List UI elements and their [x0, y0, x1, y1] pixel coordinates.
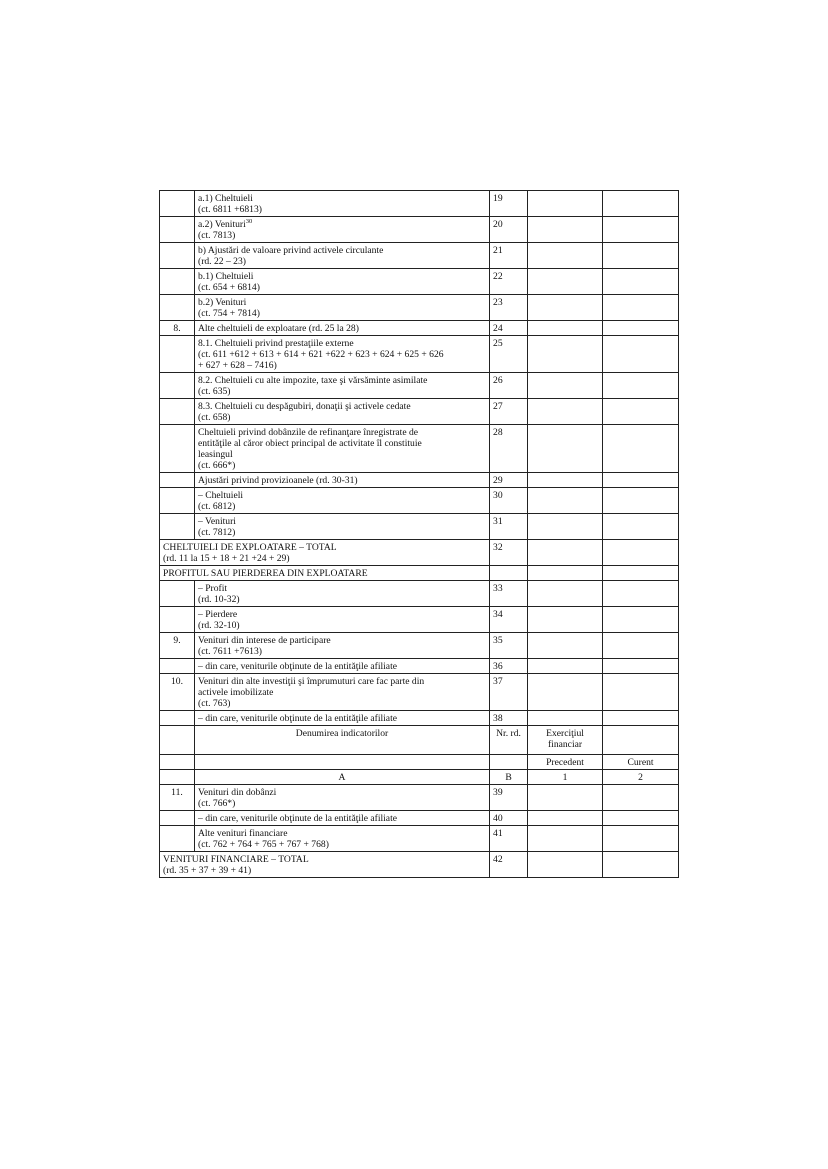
value-curent	[603, 336, 679, 373]
value-precedent	[528, 217, 603, 243]
value-curent	[603, 321, 679, 336]
row-code: 39	[490, 785, 528, 811]
value-precedent	[528, 373, 603, 399]
financial-table	[159, 190, 679, 878]
row-code: 28	[490, 425, 528, 473]
value-curent	[603, 659, 679, 674]
table-row	[160, 191, 679, 217]
table-row	[160, 852, 679, 878]
table-row	[160, 826, 679, 852]
row-number	[160, 659, 195, 674]
row-number	[160, 711, 195, 726]
table-row	[160, 243, 679, 269]
value-precedent	[528, 607, 603, 633]
table-row	[160, 540, 679, 566]
table-row	[160, 488, 679, 514]
table-row	[160, 473, 679, 488]
header-curent: Curent	[603, 755, 679, 770]
row-number	[160, 336, 195, 373]
row-code: 23	[490, 295, 528, 321]
table-row	[160, 566, 679, 581]
header-nr-label: Nr. rd.	[490, 726, 528, 755]
value-curent	[603, 566, 679, 581]
table-row	[160, 295, 679, 321]
table-row	[160, 633, 679, 659]
table-row	[160, 373, 679, 399]
row-number	[160, 607, 195, 633]
row-label: – din care, veniturile obţinute de la entităţile afiliate	[195, 659, 490, 674]
row-label: 8.3. Cheltuieli cu despăgubiri, donaţii şi activele cedate (ct. 658)	[195, 399, 490, 425]
row-number	[160, 826, 195, 852]
row-number	[160, 243, 195, 269]
value-precedent	[528, 659, 603, 674]
value-precedent	[528, 295, 603, 321]
value-precedent	[528, 785, 603, 811]
value-precedent	[528, 852, 603, 878]
value-curent	[603, 852, 679, 878]
row-code: 38	[490, 711, 528, 726]
table-row	[160, 659, 679, 674]
row-label: b.1) Cheltuieli (ct. 654 + 6814)	[195, 269, 490, 295]
value-precedent	[528, 566, 603, 581]
row-label: – din care, veniturile obţinute de la entităţile afiliate	[195, 811, 490, 826]
row-code: 37	[490, 674, 528, 711]
row-label: a.1) Cheltuieli (ct. 6811 +6813)	[195, 191, 490, 217]
value-precedent	[528, 811, 603, 826]
row-number	[160, 811, 195, 826]
row-code: 27	[490, 399, 528, 425]
value-precedent	[528, 514, 603, 540]
table-row	[160, 785, 679, 811]
row-number	[160, 295, 195, 321]
row-code	[490, 566, 528, 581]
row-code: 35	[490, 633, 528, 659]
table-body-top	[160, 191, 679, 726]
row-code: 36	[490, 659, 528, 674]
row-label: Venituri din alte investiţii şi împrumuturi care fac parte din activele imobilizate (ct. 763)	[195, 674, 490, 711]
row-code: 32	[490, 540, 528, 566]
value-precedent	[528, 425, 603, 473]
row-label: 8.1. Cheltuieli privind prestaţiile externe (ct. 611 +612 + 613 + 614 + 621 +622 + 623 + 624 + 625 + 626 + 627 + 628 – 7416)	[195, 336, 490, 373]
table-row	[160, 321, 679, 336]
value-curent	[603, 399, 679, 425]
value-curent	[603, 711, 679, 726]
row-number	[160, 399, 195, 425]
value-precedent	[528, 826, 603, 852]
value-precedent	[528, 269, 603, 295]
row-code: 34	[490, 607, 528, 633]
header-exercitiul: Exerciţiul financiar	[528, 726, 603, 755]
value-curent	[603, 540, 679, 566]
table-row	[160, 607, 679, 633]
value-precedent	[528, 336, 603, 373]
header-col-b: B	[490, 770, 528, 785]
header-col-1: 1	[528, 770, 603, 785]
row-number	[160, 269, 195, 295]
table-row	[160, 269, 679, 295]
value-curent	[603, 488, 679, 514]
table-row	[160, 811, 679, 826]
value-precedent	[528, 540, 603, 566]
row-number	[160, 191, 195, 217]
value-curent	[603, 243, 679, 269]
row-label: 8.2. Cheltuieli cu alte impozite, taxe şi vărsăminte asimilate (ct. 635)	[195, 373, 490, 399]
row-number	[160, 488, 195, 514]
table-row	[160, 217, 679, 243]
row-label: Alte venituri financiare (ct. 762 + 764 + 765 + 767 + 768)	[195, 826, 490, 852]
row-label: – Profit (rd. 10-32)	[195, 581, 490, 607]
value-precedent	[528, 321, 603, 336]
row-number: 11.	[160, 785, 195, 811]
value-precedent	[528, 674, 603, 711]
row-label: Ajustări privind provizioanele (rd. 30-31)	[195, 473, 490, 488]
table-row	[160, 581, 679, 607]
row-code: 31	[490, 514, 528, 540]
row-code: 42	[490, 852, 528, 878]
row-number	[160, 473, 195, 488]
value-curent	[603, 633, 679, 659]
table-row	[160, 514, 679, 540]
value-curent	[603, 514, 679, 540]
row-code: 29	[490, 473, 528, 488]
row-label: PROFITUL SAU PIERDEREA DIN EXPLOATARE	[160, 566, 490, 581]
value-precedent	[528, 581, 603, 607]
row-number	[160, 425, 195, 473]
row-number: 10.	[160, 674, 195, 711]
value-precedent	[528, 711, 603, 726]
footnote-ref: 30	[245, 217, 253, 225]
header-col-2: 2	[603, 770, 679, 785]
row-label: b) Ajustări de valoare privind activele circulante (rd. 22 – 23)	[195, 243, 490, 269]
row-label: – Pierdere (rd. 32-10)	[195, 607, 490, 633]
row-code: 33	[490, 581, 528, 607]
row-label: CHELTUIELI DE EXPLOATARE – TOTAL (rd. 11 la 15 + 18 + 21 +24 + 29)	[160, 540, 490, 566]
value-curent	[603, 373, 679, 399]
value-curent	[603, 785, 679, 811]
row-number	[160, 217, 195, 243]
value-curent	[603, 826, 679, 852]
value-curent	[603, 191, 679, 217]
row-code: 30	[490, 488, 528, 514]
header-precedent: Precedent	[528, 755, 603, 770]
row-code: 22	[490, 269, 528, 295]
value-curent	[603, 811, 679, 826]
row-label: VENITURI FINANCIARE – TOTAL (rd. 35 + 37 + 39 + 41)	[160, 852, 490, 878]
row-label: Alte cheltuieli de exploatare (rd. 25 la 28)	[195, 321, 490, 336]
row-code: 41	[490, 826, 528, 852]
table-body-bottom	[160, 785, 679, 878]
value-precedent	[528, 399, 603, 425]
value-precedent	[528, 473, 603, 488]
row-code: 25	[490, 336, 528, 373]
value-curent	[603, 607, 679, 633]
value-curent	[603, 473, 679, 488]
row-code: 24	[490, 321, 528, 336]
row-number: 8.	[160, 321, 195, 336]
row-code: 40	[490, 811, 528, 826]
value-precedent	[528, 488, 603, 514]
row-label: b.2) Venituri (ct. 754 + 7814)	[195, 295, 490, 321]
value-curent	[603, 269, 679, 295]
row-number	[160, 514, 195, 540]
header-col-a: A	[195, 770, 490, 785]
table-row	[160, 336, 679, 373]
row-number	[160, 581, 195, 607]
row-label: Venituri din interese de participare (ct. 7611 +7613)	[195, 633, 490, 659]
row-code: 19	[490, 191, 528, 217]
table-row	[160, 674, 679, 711]
value-curent	[603, 581, 679, 607]
row-number	[160, 373, 195, 399]
table-row	[160, 711, 679, 726]
row-code: 21	[490, 243, 528, 269]
row-label: – din care, veniturile obţinute de la entităţile afiliate	[195, 711, 490, 726]
row-label: – Cheltuieli (ct. 6812)	[195, 488, 490, 514]
value-precedent	[528, 633, 603, 659]
table-header	[160, 726, 679, 785]
row-label: a.2) Venituri$^{30}$ (ct. 7813)	[195, 217, 490, 243]
row-code: 26	[490, 373, 528, 399]
value-curent	[603, 674, 679, 711]
value-curent	[603, 217, 679, 243]
row-number: 9.	[160, 633, 195, 659]
header-name-label: Denumirea indicatorilor	[195, 726, 490, 755]
row-label: Venituri din dobânzi (ct. 766*)	[195, 785, 490, 811]
table-row	[160, 425, 679, 473]
row-label: Cheltuieli privind dobânzile de refinanţare înregistrate de entităţile al căror obiect principal de activitate îl constituie leasingul (ct. 666*)	[195, 425, 490, 473]
table-row	[160, 399, 679, 425]
value-curent	[603, 295, 679, 321]
value-precedent	[528, 243, 603, 269]
value-curent	[603, 425, 679, 473]
value-precedent	[528, 191, 603, 217]
row-label: – Venituri (ct. 7812)	[195, 514, 490, 540]
row-code: 20	[490, 217, 528, 243]
